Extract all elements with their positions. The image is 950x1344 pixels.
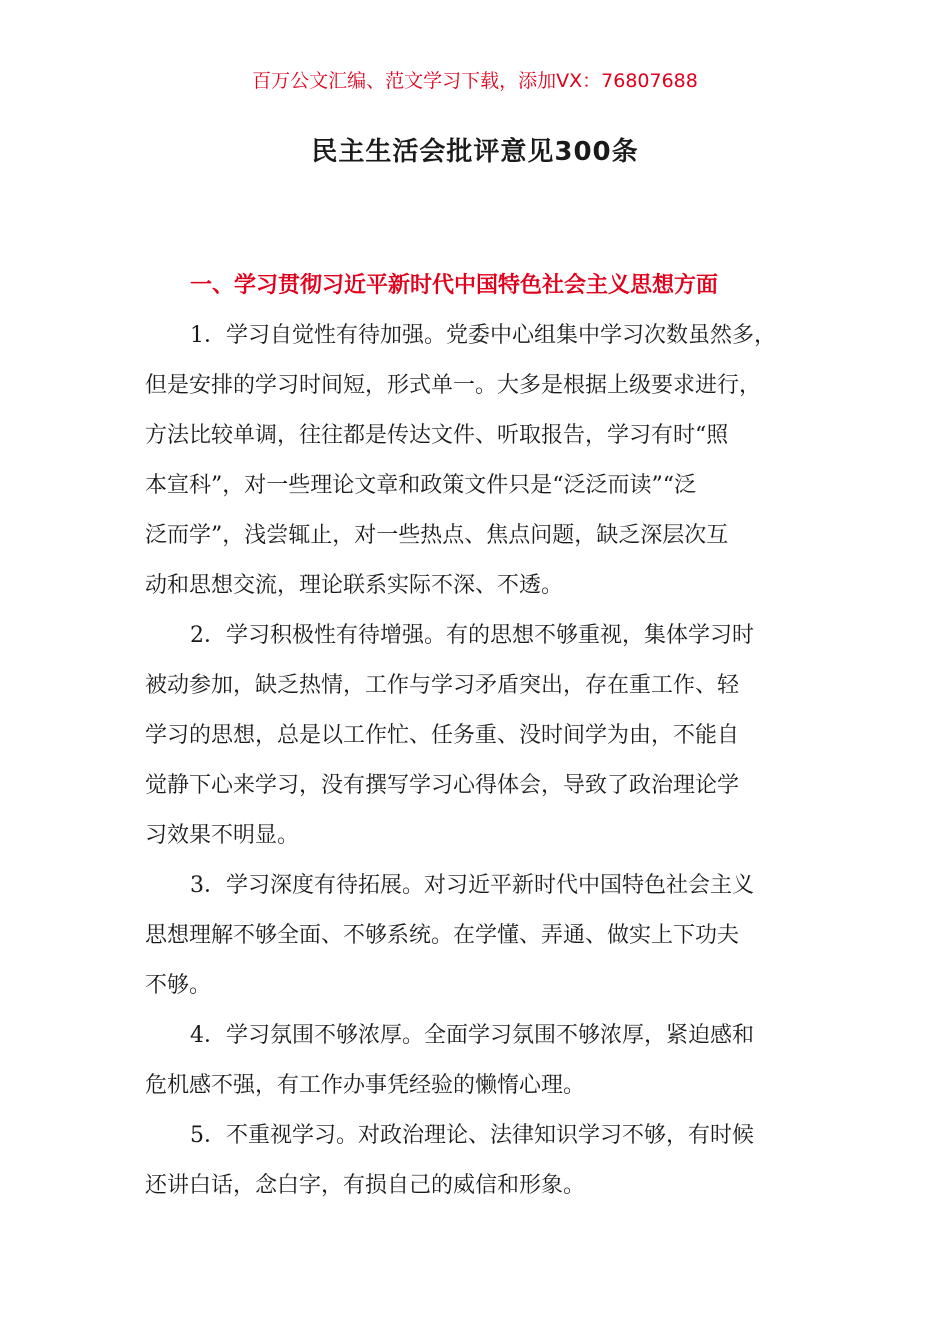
page-title: 民主生活会批评意见300条	[311, 137, 639, 167]
paragraph-line: 学习的思想，总是以工作忙、任务重、没时间学为由，不能自	[145, 723, 740, 748]
paragraph-first-line: 1．学习自觉性有待加强。党委中心组集中学习次数虽然多，	[190, 323, 776, 348]
paragraph-line: 危机感不强，有工作办事凭经验的懒惰心理。	[145, 1073, 586, 1098]
paragraph-line: 不够。	[145, 973, 212, 998]
paragraph-first-line: 5．不重视学习。对政治理论、法律知识学习不够，有时候	[190, 1123, 754, 1148]
paragraph-line: 泛而学”，浅尝辄止，对一些热点、焦点问题，缺乏深层次互	[145, 523, 729, 548]
paragraph-first-line: 2．学习积极性有待增强。有的思想不够重视，集体学习时	[190, 623, 754, 648]
paragraph-line: 觉静下心来学习，没有撰写学习心得体会，导致了政治理论学	[145, 773, 740, 798]
paragraph-line: 习效果不明显。	[145, 823, 300, 848]
paragraph-line: 本宣科”，对一些理论文章和政策文件只是“泛泛而读”“泛	[145, 473, 696, 498]
paragraph-first-line: 4．学习氛围不够浓厚。全面学习氛围不够浓厚，紧迫感和	[190, 1023, 754, 1048]
paragraph-line: 方法比较单调，往往都是传达文件、听取报告，学习有时“照	[145, 423, 729, 448]
paragraph-line: 思想理解不够全面、不够系统。在学懂、弄通、做实上下功夫	[145, 923, 740, 948]
paragraph-line: 还讲白话，念白字，有损自己的威信和形象。	[145, 1173, 586, 1198]
header-banner: 百万公文汇编、范文学习下载，添加VX：76807688	[252, 70, 698, 92]
paragraph-line: 但是安排的学习时间短，形式单一。大多是根据上级要求进行，	[145, 373, 762, 398]
paragraph-first-line: 3．学习深度有待拓展。对习近平新时代中国特色社会主义	[190, 873, 754, 898]
section-heading: 一、学习贯彻习近平新时代中国特色社会主义思想方面	[190, 273, 719, 298]
paragraph-line: 动和思想交流，理论联系实际不深、不透。	[145, 573, 564, 598]
paragraph-line: 被动参加，缺乏热情，工作与学习矛盾突出，存在重工作、轻	[145, 673, 740, 698]
